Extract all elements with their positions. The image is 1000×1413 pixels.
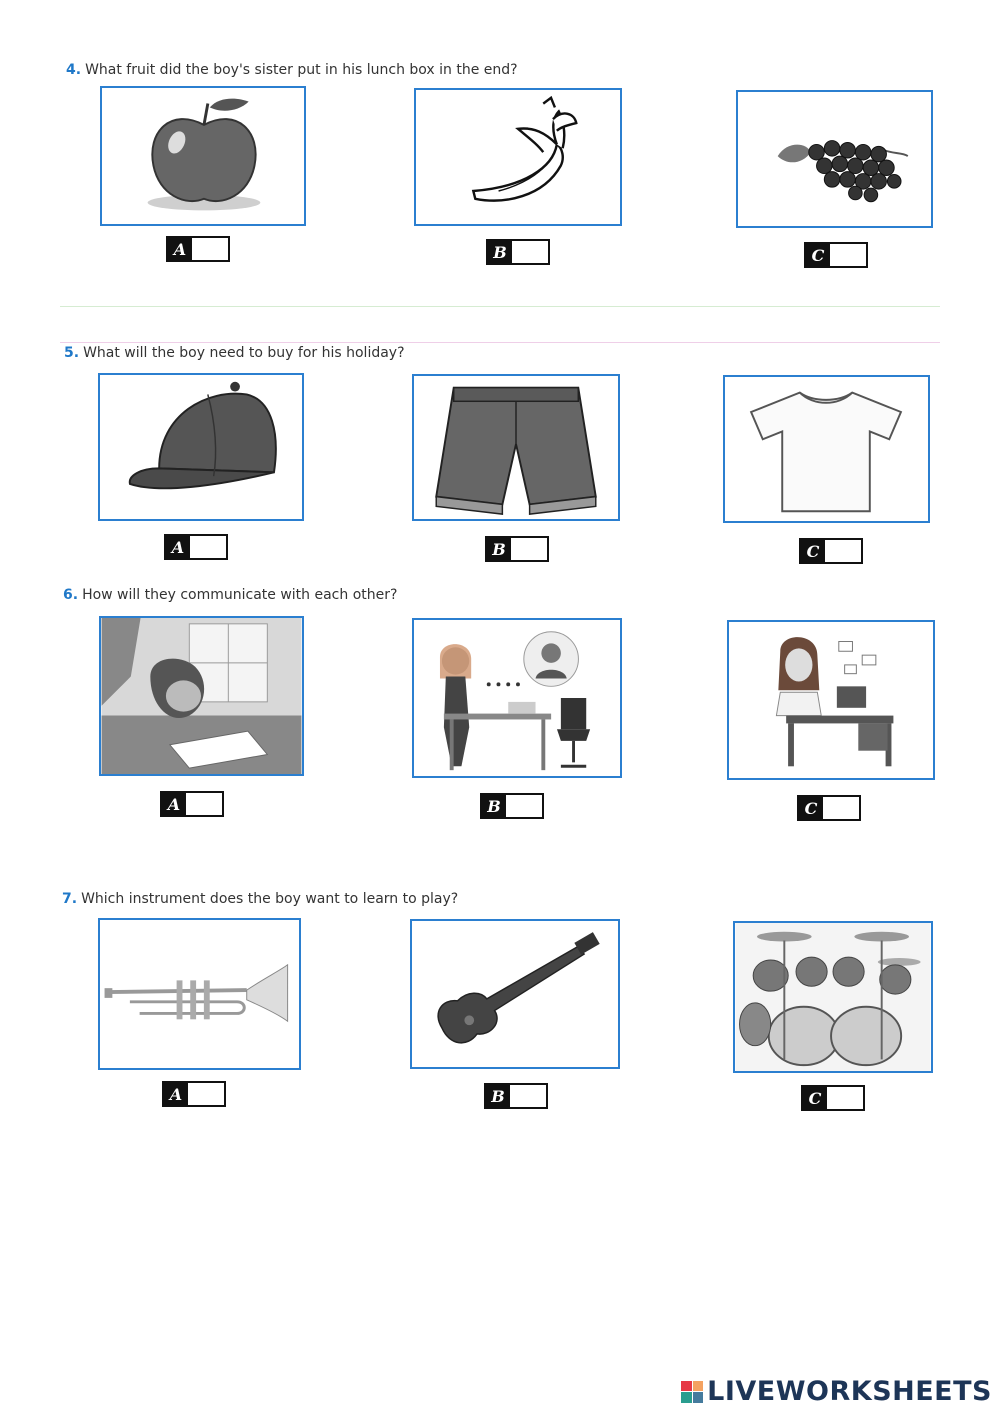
logo-icon	[681, 1381, 703, 1403]
answer-letter: C	[806, 244, 830, 266]
answer-letter: C	[799, 797, 823, 819]
answer-box-c	[801, 1085, 865, 1111]
answer-box-b	[484, 1083, 548, 1109]
answer-input[interactable]	[188, 1083, 224, 1105]
question-title	[62, 891, 458, 907]
answer-letter: B	[486, 1085, 510, 1107]
question-text: What will the boy need to buy for his holiday?	[83, 345, 405, 361]
question-number: 5.	[64, 345, 80, 361]
brand-name: LIVEWORKSHEETS	[707, 1376, 992, 1407]
question-text: What fruit did the boy's sister put in his lunch box in the end?	[85, 62, 518, 78]
answer-letter: C	[803, 1087, 827, 1109]
liveworksheets-logo[interactable]	[681, 1376, 992, 1407]
answer-letter: B	[488, 241, 512, 263]
drums-picture	[733, 921, 933, 1073]
answer-box-a	[162, 1081, 226, 1107]
question-text: Which instrument does the boy want to learn to play?	[81, 891, 459, 907]
question-number: 4.	[66, 62, 82, 78]
answer-letter: A	[168, 238, 192, 260]
trumpet-picture	[98, 918, 301, 1070]
answer-letter: A	[164, 1083, 188, 1105]
answer-letter: A	[166, 536, 190, 558]
answer-letter: B	[487, 538, 511, 560]
question-text: How will they communicate with each other?	[82, 587, 398, 603]
guitar-picture	[410, 919, 620, 1069]
answer-letter: C	[801, 540, 825, 562]
answer-input[interactable]	[827, 1087, 863, 1109]
question-number: 7.	[62, 891, 78, 907]
answer-letter: B	[482, 795, 506, 817]
answer-input[interactable]	[510, 1085, 546, 1107]
question-number: 6.	[63, 587, 79, 603]
answer-letter: A	[162, 793, 186, 815]
